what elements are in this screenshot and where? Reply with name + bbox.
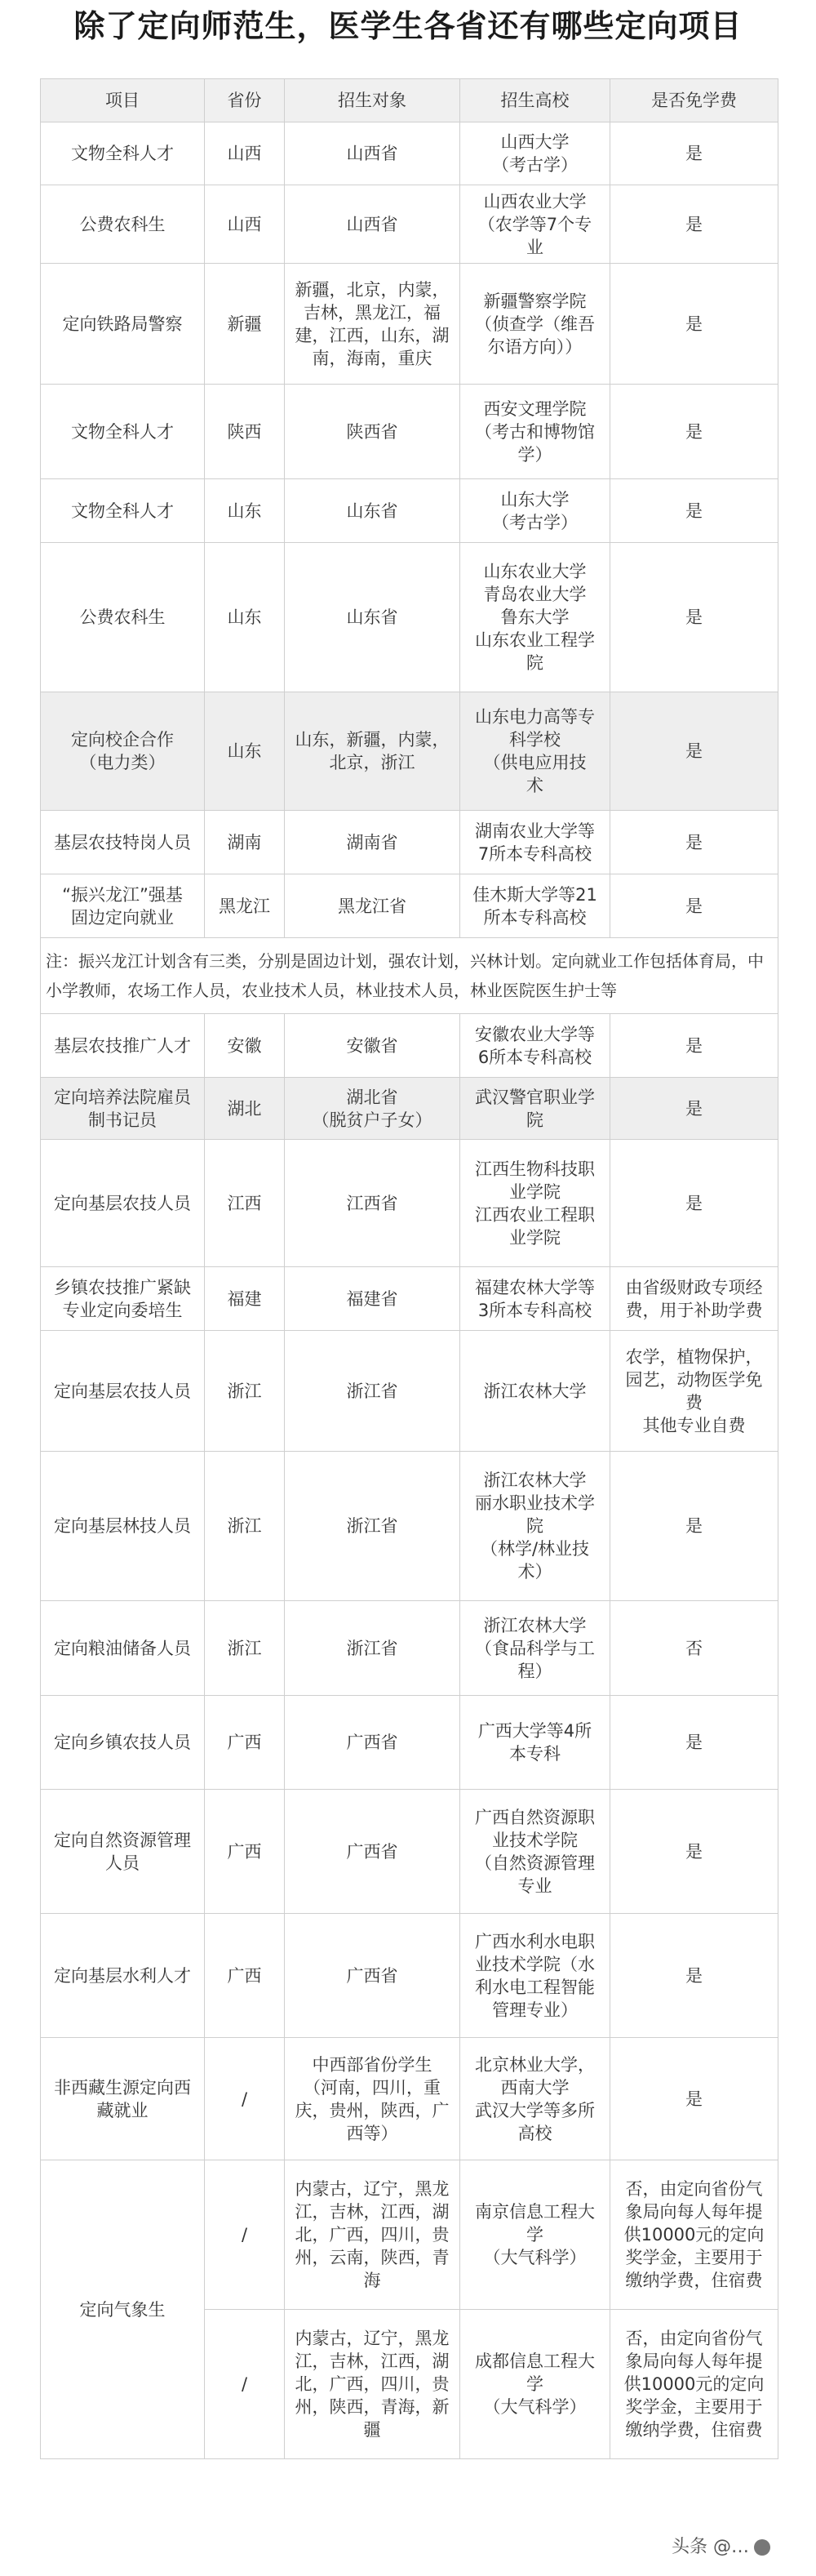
cell-project: 文物全科人才 — [41, 385, 205, 479]
cell-school: 山东大学 （考古学） — [460, 479, 610, 543]
note-row — [41, 938, 778, 1014]
cell-target: 中西部省份学生 （河南，四川，重 庆，贵州，陕西，广 西等） — [285, 2038, 460, 2160]
cell-target: 湖北省 （脱贫户子女） — [285, 1078, 460, 1140]
cell-school: 广西大学等4所 本专科 — [460, 1696, 610, 1790]
cell-province: 福建 — [205, 1267, 285, 1331]
cell-target: 广西省 — [285, 1790, 460, 1914]
cell-province: 山东 — [205, 543, 285, 692]
cell-target: 陕西省 — [285, 385, 460, 479]
cell-free: 是 — [610, 479, 778, 543]
cell-target: 广西省 — [285, 1914, 460, 2038]
cell-target: 新疆，北京，内蒙， 吉林，黑龙江，福 建，江西，山东，湖 南，海南，重庆 — [285, 264, 460, 385]
cell-target: 浙江省 — [285, 1601, 460, 1696]
cell-school: 武汉警官职业学 院 — [460, 1078, 610, 1140]
cell-province: 陕西 — [205, 385, 285, 479]
header-project: 项目 — [41, 79, 205, 122]
table-row — [41, 385, 778, 479]
avatar-icon — [754, 2539, 770, 2556]
cell-target: 山西省 — [285, 185, 460, 264]
table-row — [41, 2160, 778, 2310]
cell-province: 浙江 — [205, 1601, 285, 1696]
table-row — [41, 1078, 778, 1140]
cell-project: 定向基层农技人员 — [41, 1140, 205, 1267]
cell-school: 浙江农林大学 — [460, 1331, 610, 1452]
cell-province: 湖北 — [205, 1078, 285, 1140]
cell-school: 成都信息工程大 学 （大气科学） — [460, 2310, 610, 2459]
cell-province: 广西 — [205, 1790, 285, 1914]
cell-school: 佳木斯大学等21 所本专科高校 — [460, 874, 610, 938]
cell-project: 公费农科生 — [41, 543, 205, 692]
cell-free: 是 — [610, 1696, 778, 1790]
cell-target: 山东省 — [285, 479, 460, 543]
cell-school: 广西自然资源职 业技术学院 （自然资源管理 专业 — [460, 1790, 610, 1914]
table-row — [41, 1140, 778, 1267]
cell-province: 山东 — [205, 692, 285, 811]
cell-free: 是 — [610, 185, 778, 264]
table-row — [41, 479, 778, 543]
cell-project: 定向培养法院雇员 制书记员 — [41, 1078, 205, 1140]
cell-school: 山西大学 （考古学） — [460, 122, 610, 185]
cell-project: 乡镇农技推广紧缺 专业定向委培生 — [41, 1267, 205, 1331]
cell-province: / — [205, 2038, 285, 2160]
cell-school: 南京信息工程大 学 （大气科学） — [460, 2160, 610, 2310]
cell-project: 定向自然资源管理 人员 — [41, 1790, 205, 1914]
header-row — [41, 79, 778, 122]
cell-target: 浙江省 — [285, 1452, 460, 1601]
cell-project: 定向粮油储备人员 — [41, 1601, 205, 1696]
cell-province: 安徽 — [205, 1014, 285, 1078]
cell-project: “振兴龙江”强基 固边定向就业 — [41, 874, 205, 938]
cell-province: 山东 — [205, 479, 285, 543]
cell-target: 湖南省 — [285, 811, 460, 874]
cell-province: 广西 — [205, 1696, 285, 1790]
cell-free: 是 — [610, 385, 778, 479]
cell-target: 山东省 — [285, 543, 460, 692]
header-target: 招生对象 — [285, 79, 460, 122]
weather-section — [41, 2160, 778, 2459]
cell-project: 文物全科人才 — [41, 122, 205, 185]
cell-free: 是 — [610, 2038, 778, 2160]
header-school: 招生高校 — [460, 79, 610, 122]
cell-province: 浙江 — [205, 1331, 285, 1452]
table-body-bottom — [41, 1014, 778, 2160]
cell-school: 浙江农林大学 （食品科学与工 程） — [460, 1601, 610, 1696]
cell-free: 是 — [610, 1014, 778, 1078]
table-row — [41, 2038, 778, 2160]
header-province: 省份 — [205, 79, 285, 122]
cell-province: 广西 — [205, 1914, 285, 2038]
cell-target: 福建省 — [285, 1267, 460, 1331]
cell-project: 定向基层林技人员 — [41, 1452, 205, 1601]
cell-province: 新疆 — [205, 264, 285, 385]
cell-free: 是 — [610, 692, 778, 811]
project-table — [40, 78, 778, 2459]
cell-province: 湖南 — [205, 811, 285, 874]
cell-target: 江西省 — [285, 1140, 460, 1267]
cell-target: 黑龙江省 — [285, 874, 460, 938]
cell-school: 安徽农业大学等 6所本专科高校 — [460, 1014, 610, 1078]
cell-target: 广西省 — [285, 1696, 460, 1790]
cell-free: 否 — [610, 1601, 778, 1696]
cell-project: 文物全科人才 — [41, 479, 205, 543]
cell-free: 是 — [610, 1790, 778, 1914]
cell-target: 山东，新疆，内蒙， 北京，浙江 — [285, 692, 460, 811]
cell-school: 湖南农业大学等 7所本专科高校 — [460, 811, 610, 874]
note-text: 注：振兴龙江计划含有三类，分别是固边计划，强农计划，兴林计划。定向就业工作包括体育局，中小学教师，农场工作人员，农业技术人员，林业技术人员，林业医院医生护士等 — [41, 938, 778, 1014]
cell-project: 基层农技特岗人员 — [41, 811, 205, 874]
table-row — [41, 122, 778, 185]
cell-school: 浙江农林大学 丽水职业技术学 院 （林学/林业技 术） — [460, 1452, 610, 1601]
table-row — [41, 1601, 778, 1696]
table-row — [41, 1014, 778, 1078]
table-row — [41, 1696, 778, 1790]
table-row — [41, 811, 778, 874]
cell-free: 是 — [610, 122, 778, 185]
table-row — [41, 1914, 778, 2038]
cell-free: 是 — [610, 1078, 778, 1140]
note-section — [41, 938, 778, 1014]
cell-province: / — [205, 2310, 285, 2459]
cell-school: 新疆警察学院 （侦查学（维吾 尔语方向）） — [460, 264, 610, 385]
table-row — [41, 1267, 778, 1331]
header-free: 是否免学费 — [610, 79, 778, 122]
watermark-text: 头条 @… — [672, 2537, 749, 2557]
cell-project: 基层农技推广人才 — [41, 1014, 205, 1078]
cell-free: 是 — [610, 1140, 778, 1267]
cell-free: 是 — [610, 1914, 778, 2038]
table-row — [41, 692, 778, 811]
cell-project: 定向校企合作 （电力类） — [41, 692, 205, 811]
table-row — [41, 874, 778, 938]
table-body-top — [41, 122, 778, 938]
cell-project: 定向乡镇农技人员 — [41, 1696, 205, 1790]
page-title: 除了定向师范生，医学生各省还有哪些定向项目 — [73, 8, 743, 44]
cell-free: 是 — [610, 811, 778, 874]
cell-project: 定向基层水利人才 — [41, 1914, 205, 2038]
cell-school: 山西农业大学 （农学等7个专 业 — [460, 185, 610, 264]
cell-target: 内蒙古，辽宁，黑龙 江，吉林，江西，湖 北，广西，四川，贵 州，云南，陕西，青 海 — [285, 2160, 460, 2310]
cell-target: 山西省 — [285, 122, 460, 185]
cell-target: 浙江省 — [285, 1331, 460, 1452]
cell-free: 是 — [610, 1452, 778, 1601]
table-row — [41, 185, 778, 264]
cell-project: 非西藏生源定向西 藏就业 — [41, 2038, 205, 2160]
cell-project: 定向铁路局警察 — [41, 264, 205, 385]
cell-project: 定向气象生 — [41, 2160, 205, 2459]
table-row — [41, 1331, 778, 1452]
table-row — [41, 264, 778, 385]
watermark — [672, 2533, 770, 2558]
cell-school: 福建农林大学等 3所本专科高校 — [460, 1267, 610, 1331]
table-row — [41, 1452, 778, 1601]
cell-free: 否，由定向省份气 象局向每人每年提 供10000元的定向 奖学金，主要用于 缴纳学费，住宿费 — [610, 2310, 778, 2459]
cell-school: 山东电力高等专 科学校 （供电应用技 术 — [460, 692, 610, 811]
table-row — [41, 1790, 778, 1914]
cell-free: 是 — [610, 874, 778, 938]
cell-school: 西安文理学院 （考古和博物馆 学） — [460, 385, 610, 479]
cell-target: 安徽省 — [285, 1014, 460, 1078]
cell-project: 公费农科生 — [41, 185, 205, 264]
cell-province: / — [205, 2160, 285, 2310]
cell-free: 是 — [610, 543, 778, 692]
cell-province: 山西 — [205, 122, 285, 185]
cell-province: 浙江 — [205, 1452, 285, 1601]
cell-free: 农学，植物保护， 园艺，动物医学免 费 其他专业自费 — [610, 1331, 778, 1452]
cell-school: 广西水利水电职 业技术学院（水 利水电工程智能 管理专业） — [460, 1914, 610, 2038]
cell-project: 定向基层农技人员 — [41, 1331, 205, 1452]
cell-school: 北京林业大学， 西南大学 武汉大学等多所 高校 — [460, 2038, 610, 2160]
cell-province: 山西 — [205, 185, 285, 264]
cell-school: 山东农业大学 青岛农业大学 鲁东大学 山东农业工程学 院 — [460, 543, 610, 692]
cell-province: 江西 — [205, 1140, 285, 1267]
cell-free: 否，由定向省份气 象局向每人每年提 供10000元的定向 奖学金，主要用于 缴纳学费，住宿费 — [610, 2160, 778, 2310]
cell-target: 内蒙古，辽宁，黑龙 江，吉林，江西，湖 北，广西，四川，贵 州，陕西，青海，新 疆 — [285, 2310, 460, 2459]
cell-province: 黑龙江 — [205, 874, 285, 938]
cell-school: 江西生物科技职 业学院 江西农业工程职 业学院 — [460, 1140, 610, 1267]
table-row — [41, 543, 778, 692]
cell-free: 是 — [610, 264, 778, 385]
cell-free: 由省级财政专项经 费，用于补助学费 — [610, 1267, 778, 1331]
